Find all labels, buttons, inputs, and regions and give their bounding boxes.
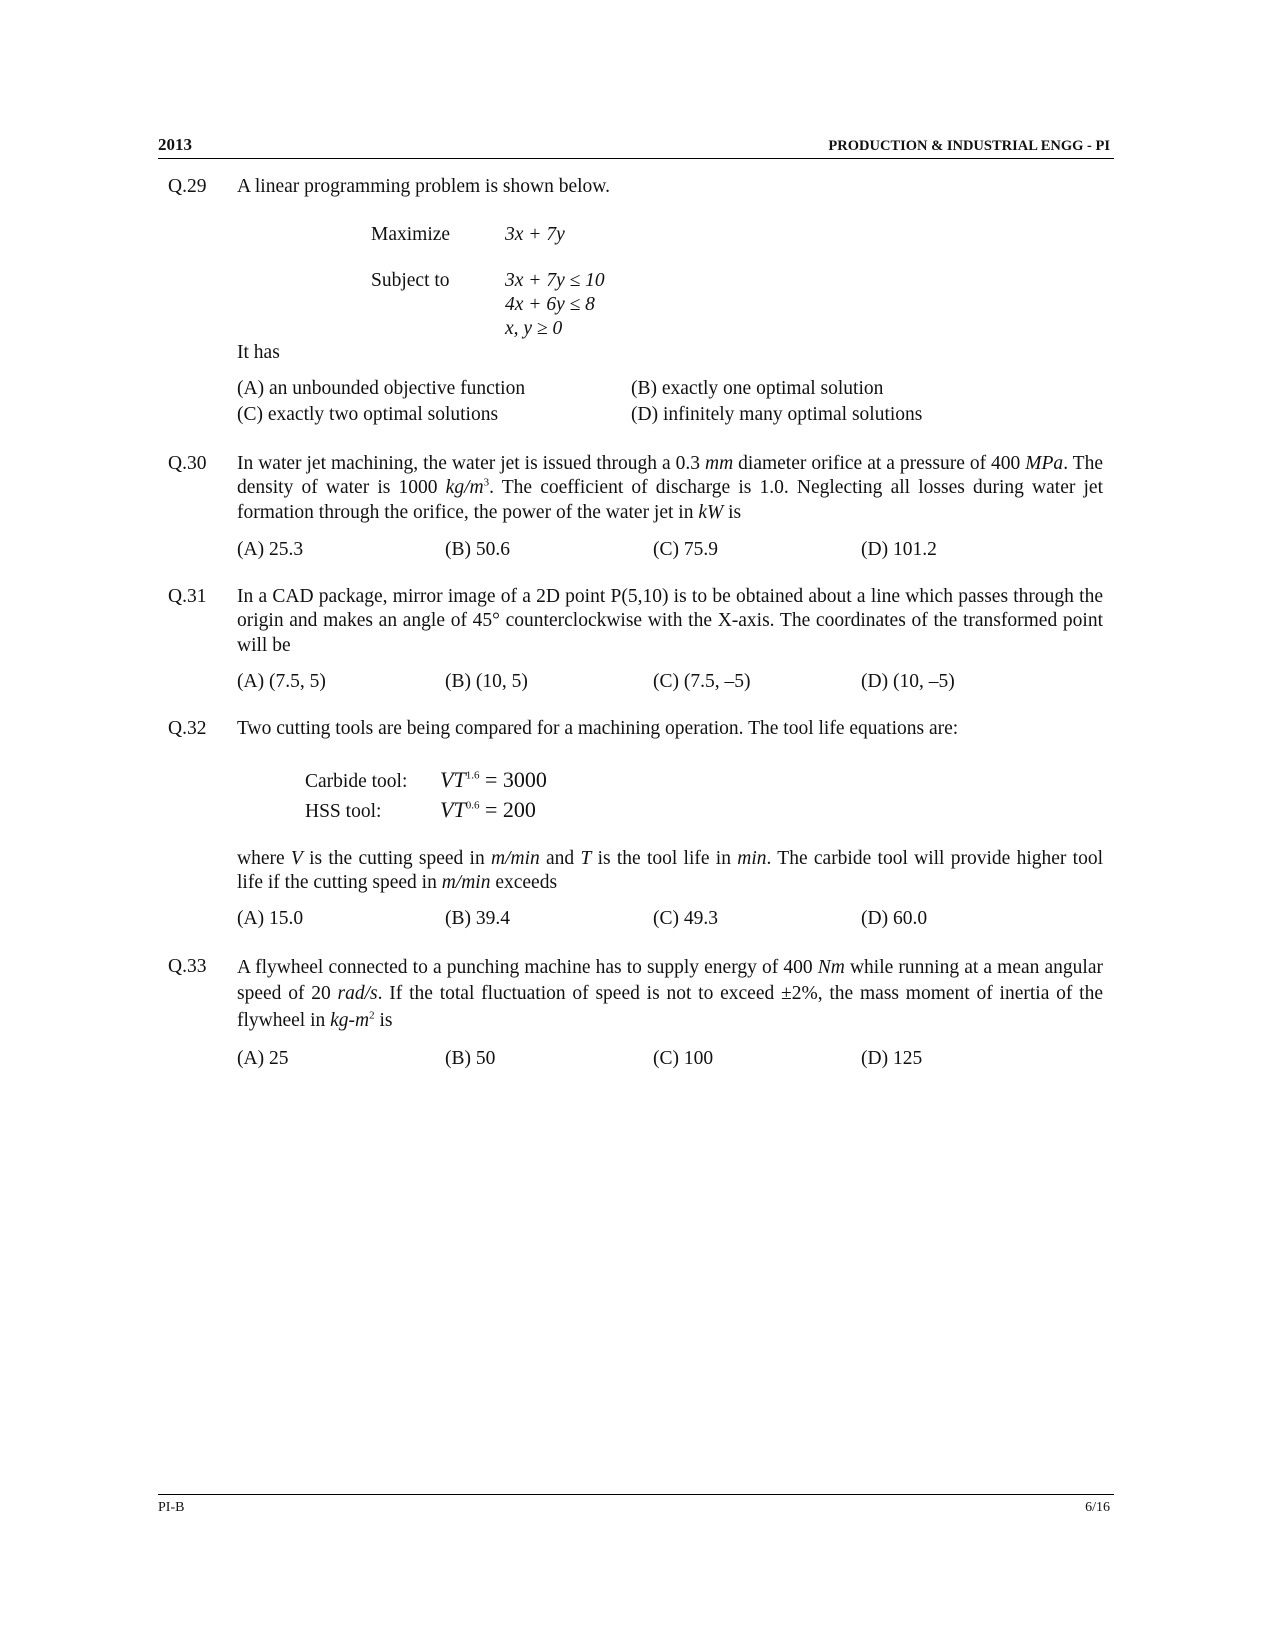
option-a: (A) 25 bbox=[237, 1048, 289, 1069]
option-b: (B) 39.4 bbox=[445, 908, 510, 929]
option-a: (A) 25.3 bbox=[237, 539, 304, 560]
option-c: (C) 49.3 bbox=[653, 908, 718, 929]
constraint-1: 3x + 7y ≤ 10 bbox=[505, 270, 605, 291]
option-c: (C) exactly two optimal solutions bbox=[237, 404, 499, 425]
header-year: 2013 bbox=[158, 135, 192, 154]
question-text: In water jet machining, the water jet is issued through a 0.3 mm diameter orifice at a pressure of 400 MPa. The density of water is 1000 $kg/m^3$. The coefficient of discharge is 1.0. Neglecting all losses during water jet formation through the orifice, the power of the water jet in kW is bbox=[237, 453, 1104, 523]
option-d: (D) 125 bbox=[861, 1048, 923, 1069]
maximize-label: Maximize bbox=[371, 224, 451, 245]
option-c: (C) 100 bbox=[653, 1048, 714, 1069]
page-footer bbox=[158, 1494, 1114, 1515]
option-a: (A) an unbounded objective function bbox=[237, 378, 526, 399]
question-number: Q.30 bbox=[168, 453, 207, 474]
question-text: In a CAD package, mirror image of a 2D point P(5,10) is to be obtained about a line which passes through the origin and makes an angle of 45° counterclockwise with the X-axis. The coordinates of the transformed point will be bbox=[237, 586, 1103, 656]
hss-tool-equation: $VT^{0.6} = 200$ bbox=[440, 797, 536, 822]
option-d: (D) 101.2 bbox=[861, 539, 937, 560]
header-title: PRODUCTION & INDUSTRIAL ENGG - PI bbox=[828, 138, 1110, 154]
carbide-tool-equation: $VT^{1.6} = 3000$ bbox=[440, 767, 547, 792]
option-c: (C) 75.9 bbox=[653, 539, 718, 560]
option-b: (B) 50 bbox=[445, 1048, 496, 1069]
question-number: Q.33 bbox=[168, 956, 207, 977]
constraint-3: x, y ≥ 0 bbox=[505, 318, 563, 339]
option-b: (B) 50.6 bbox=[445, 539, 510, 560]
page-header bbox=[158, 134, 1114, 159]
option-d: (D) 60.0 bbox=[861, 908, 928, 929]
option-d: (D) (10, –5) bbox=[861, 671, 955, 692]
question-text: where V is the cutting speed in m/min and T is the tool life in min. The carbide tool will provide higher tool life if the cutting speed in m/min exceeds bbox=[237, 848, 1103, 894]
question-number: Q.29 bbox=[168, 176, 207, 197]
question-number: Q.31 bbox=[168, 586, 207, 607]
option-d: (D) infinitely many optimal solutions bbox=[631, 404, 923, 425]
option-c: (C) (7.5, –5) bbox=[653, 671, 751, 692]
option-a: (A) 15.0 bbox=[237, 908, 304, 929]
question-number: Q.32 bbox=[168, 718, 207, 739]
objective-function: 3x + 7y bbox=[505, 224, 565, 245]
option-b: (B) (10, 5) bbox=[445, 671, 528, 692]
hss-tool-label: HSS tool: bbox=[305, 801, 382, 822]
paper-code: PI-B bbox=[158, 1500, 185, 1515]
question-stem: Two cutting tools are being compared for a machining operation. The tool life equations are: bbox=[237, 718, 959, 739]
subject-to-label: Subject to bbox=[371, 270, 450, 291]
question-stem: A linear programming problem is shown below. bbox=[237, 176, 610, 197]
carbide-tool-label: Carbide tool: bbox=[305, 771, 408, 792]
option-a: (A) (7.5, 5) bbox=[237, 671, 326, 692]
question-text: A flywheel connected to a punching machine has to supply energy of 400 Nm while running at a mean angular speed of 20 rad/s. If the total fluctuation of speed is not to exceed ±2%, the mass moment of inertia of the flywheel in $kg-m^2$ is bbox=[237, 957, 1103, 1031]
option-b: (B) exactly one optimal solution bbox=[631, 378, 884, 399]
constraint-2: 4x + 6y ≤ 8 bbox=[505, 294, 595, 315]
page-number: 6/16 bbox=[1085, 1500, 1110, 1515]
question-lead: It has bbox=[237, 342, 280, 363]
